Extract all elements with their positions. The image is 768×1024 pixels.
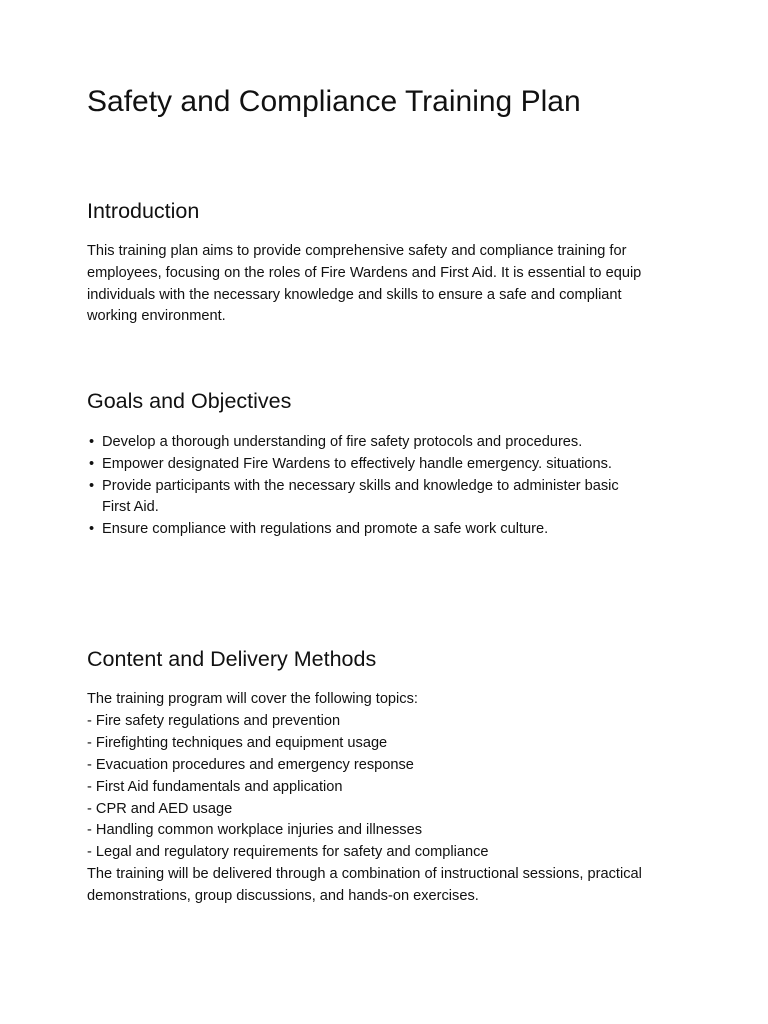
topic-item: - First Aid fundamentals and application bbox=[87, 778, 343, 795]
topics-list bbox=[87, 689, 489, 864]
goal-text: Ensure compliance with regulations and promote a safe work culture. bbox=[102, 521, 549, 538]
goal-text: Develop a thorough understanding of fire safety protocols and procedures. bbox=[102, 434, 583, 450]
topic-item: - Firefighting techniques and equipment usage bbox=[87, 734, 388, 751]
goal-item bbox=[89, 432, 649, 454]
introduction-heading: Introduction bbox=[87, 199, 200, 223]
introduction-paragraph: This training plan aims to provide comprehensive safety and compliance training for employees, focusing on the roles of Fire Wardens and First Aid. It is essential to equip individuals with the necessary knowledge and skills to ensure a safe and compliant working environment. bbox=[87, 243, 642, 325]
bullet-icon: • bbox=[89, 521, 95, 538]
topic-item: - Legal and regulatory requirements for safety and compliance bbox=[87, 844, 489, 861]
goal-text: Empower designated Fire Wardens to effectively handle emergency. situations. bbox=[102, 455, 612, 472]
goal-item bbox=[89, 476, 649, 520]
goal-item bbox=[89, 519, 649, 541]
bullet-icon: • bbox=[89, 434, 95, 450]
goal-item bbox=[89, 454, 649, 476]
delivery-paragraph: The training will be delivered through a combination of instructional sessions, practical demonstrations, group discussions, and hands-on exercises. bbox=[87, 866, 642, 904]
bullet-icon: • bbox=[89, 477, 95, 494]
goals-list bbox=[89, 432, 649, 541]
document-title: Safety and Compliance Training Plan bbox=[87, 85, 581, 118]
content-heading: Content and Delivery Methods bbox=[87, 647, 377, 671]
topic-item: - Fire safety regulations and prevention bbox=[87, 712, 341, 729]
topic-item: - CPR and AED usage bbox=[87, 800, 233, 817]
topics-intro: The training program will cover the following topics: bbox=[87, 691, 418, 707]
goal-text: Provide participants with the necessary skills and knowledge to administer basic First Aid. bbox=[102, 477, 619, 516]
topic-item: - Evacuation procedures and emergency response bbox=[87, 756, 414, 773]
bullet-icon: • bbox=[89, 455, 95, 472]
goals-heading: Goals and Objectives bbox=[87, 389, 292, 413]
topic-item: - Handling common workplace injuries and illnesses bbox=[87, 822, 423, 839]
